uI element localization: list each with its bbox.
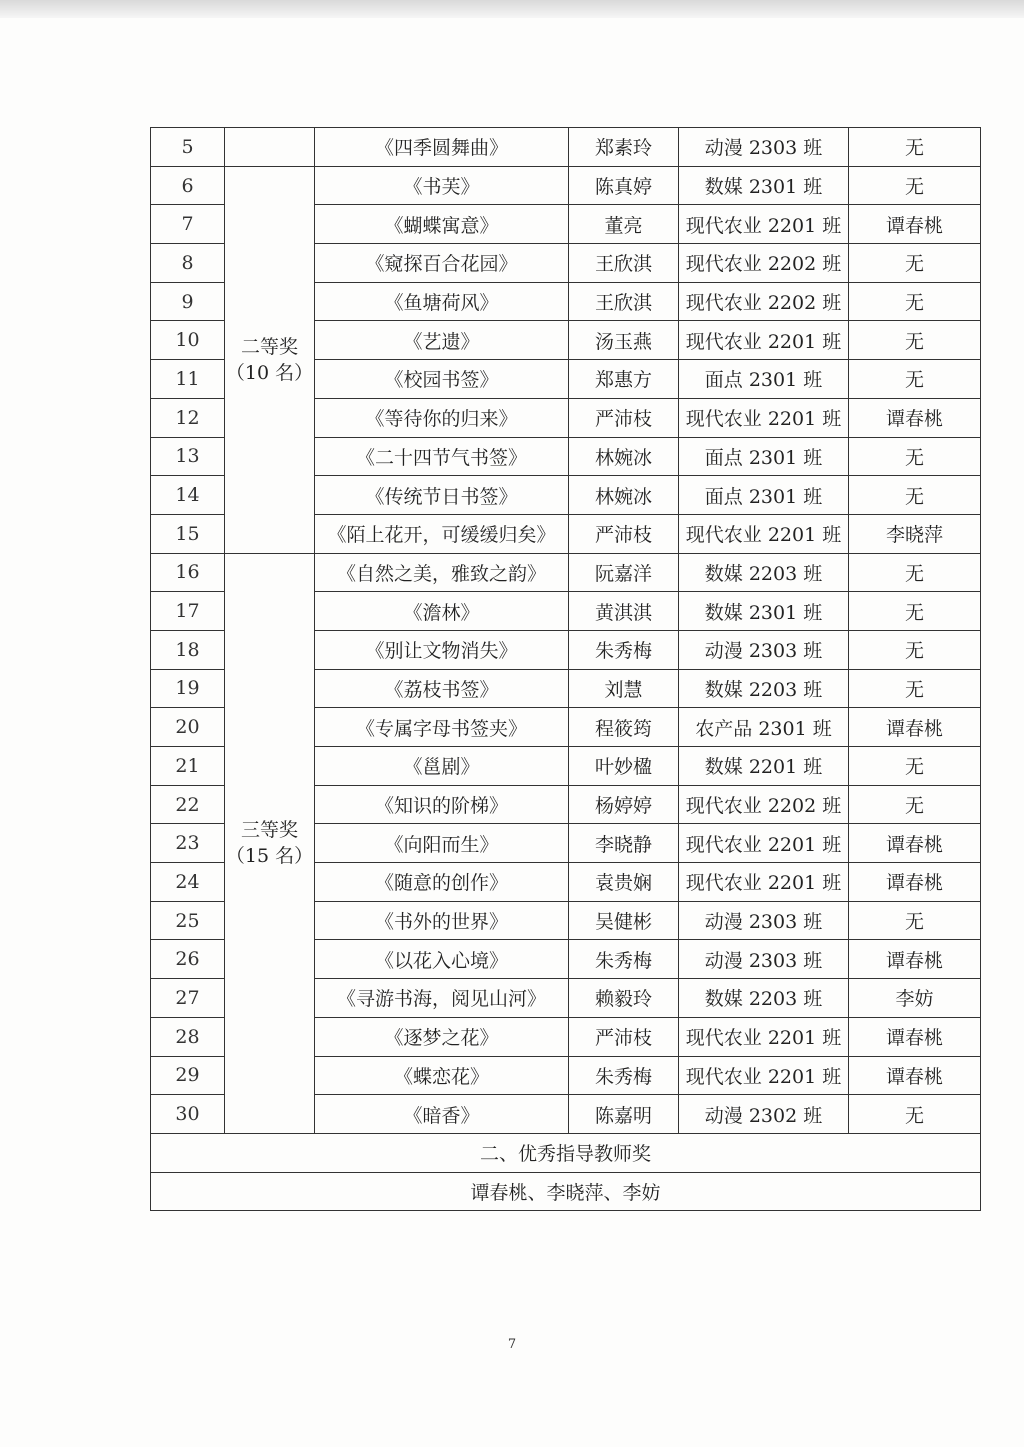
- work-title: 《四季圆舞曲》: [315, 128, 569, 167]
- scan-edge: [0, 0, 1024, 18]
- class-name: 现代农业 2201 班: [679, 1056, 849, 1095]
- class-name: 面点 2301 班: [679, 360, 849, 399]
- row-number: 13: [151, 437, 225, 476]
- class-name: 面点 2301 班: [679, 476, 849, 515]
- author-name: 陈真婷: [569, 166, 679, 205]
- teacher-name: 谭春桃: [849, 863, 981, 902]
- class-name: 数媒 2203 班: [679, 979, 849, 1018]
- teacher-name: 谭春桃: [849, 824, 981, 863]
- class-name: 现代农业 2201 班: [679, 321, 849, 360]
- teacher-name: 李晓萍: [849, 514, 981, 553]
- class-name: 动漫 2303 班: [679, 940, 849, 979]
- class-name: 现代农业 2202 班: [679, 244, 849, 283]
- teacher-name: 无: [849, 747, 981, 786]
- row-number: 8: [151, 244, 225, 283]
- class-name: 动漫 2302 班: [679, 1095, 849, 1134]
- teacher-name: 无: [849, 476, 981, 515]
- author-name: 黄淇淇: [569, 592, 679, 631]
- author-name: 郑素玲: [569, 128, 679, 167]
- author-name: 林婉冰: [569, 476, 679, 515]
- author-name: 董亮: [569, 205, 679, 244]
- work-title: 《鱼塘荷风》: [315, 282, 569, 321]
- work-title: 《向阳而生》: [315, 824, 569, 863]
- work-title: 《以花入心境》: [315, 940, 569, 979]
- work-title: 《传统节日书签》: [315, 476, 569, 515]
- row-number: 25: [151, 901, 225, 940]
- row-number: 11: [151, 360, 225, 399]
- row-number: 10: [151, 321, 225, 360]
- work-title: 《书芙》: [315, 166, 569, 205]
- author-name: 王欣淇: [569, 282, 679, 321]
- work-title: 《等待你的归来》: [315, 398, 569, 437]
- teacher-name: 谭春桃: [849, 1056, 981, 1095]
- author-name: 严沛枝: [569, 398, 679, 437]
- work-title: 《澹林》: [315, 592, 569, 631]
- row-number: 6: [151, 166, 225, 205]
- row-number: 5: [151, 128, 225, 167]
- work-title: 《艺遗》: [315, 321, 569, 360]
- work-title: 《别让文物消失》: [315, 630, 569, 669]
- work-title: 《荔枝书签》: [315, 669, 569, 708]
- teacher-name: 李妨: [849, 979, 981, 1018]
- work-title: 《陌上花开，可缓缓归矣》: [315, 514, 569, 553]
- class-name: 农产品 2301 班: [679, 708, 849, 747]
- award-table: [150, 127, 981, 1211]
- work-title: 《专属字母书签夹》: [315, 708, 569, 747]
- row-number: 29: [151, 1056, 225, 1095]
- teacher-name: 无: [849, 321, 981, 360]
- teacher-name: 无: [849, 437, 981, 476]
- row-number: 28: [151, 1017, 225, 1056]
- author-name: 赖毅玲: [569, 979, 679, 1018]
- page-number: 7: [507, 1337, 517, 1352]
- work-title: 《蝶恋花》: [315, 1056, 569, 1095]
- teacher-name: 谭春桃: [849, 398, 981, 437]
- class-name: 现代农业 2201 班: [679, 824, 849, 863]
- teacher-name: 谭春桃: [849, 1017, 981, 1056]
- award-cell-empty: [225, 128, 315, 167]
- teacher-name: 无: [849, 244, 981, 283]
- teacher-name: 无: [849, 166, 981, 205]
- row-number: 27: [151, 979, 225, 1018]
- work-title: 《二十四节气书签》: [315, 437, 569, 476]
- work-title: 《暗香》: [315, 1095, 569, 1134]
- author-name: 杨婷婷: [569, 785, 679, 824]
- author-name: 林婉冰: [569, 437, 679, 476]
- teacher-name: 无: [849, 901, 981, 940]
- class-name: 动漫 2303 班: [679, 901, 849, 940]
- teacher-name: 无: [849, 282, 981, 321]
- author-name: 刘慧: [569, 669, 679, 708]
- table-row: [151, 553, 981, 592]
- class-name: 动漫 2303 班: [679, 128, 849, 167]
- author-name: 王欣淇: [569, 244, 679, 283]
- class-name: 现代农业 2202 班: [679, 282, 849, 321]
- work-title: 《逐梦之花》: [315, 1017, 569, 1056]
- teacher-list: 谭春桃、李晓萍、李妨: [151, 1172, 981, 1211]
- row-number: 20: [151, 708, 225, 747]
- author-name: 朱秀梅: [569, 940, 679, 979]
- teacher-name: 无: [849, 785, 981, 824]
- author-name: 叶妙楹: [569, 747, 679, 786]
- teacher-name: 无: [849, 360, 981, 399]
- author-name: 严沛枝: [569, 1017, 679, 1056]
- author-name: 朱秀梅: [569, 630, 679, 669]
- row-number: 24: [151, 863, 225, 902]
- row-number: 30: [151, 1095, 225, 1134]
- table-row: [151, 128, 981, 167]
- table-row: [151, 166, 981, 205]
- teacher-name: 谭春桃: [849, 940, 981, 979]
- teacher-name: 无: [849, 553, 981, 592]
- row-number: 15: [151, 514, 225, 553]
- class-name: 动漫 2303 班: [679, 630, 849, 669]
- class-name: 数媒 2203 班: [679, 669, 849, 708]
- author-name: 汤玉燕: [569, 321, 679, 360]
- award-second-count: （10 名）: [225, 361, 314, 384]
- teacher-name: 无: [849, 630, 981, 669]
- row-number: 9: [151, 282, 225, 321]
- work-title: 《窥探百合花园》: [315, 244, 569, 283]
- author-name: 陈嘉明: [569, 1095, 679, 1134]
- class-name: 面点 2301 班: [679, 437, 849, 476]
- row-number: 17: [151, 592, 225, 631]
- author-name: 袁贵娴: [569, 863, 679, 902]
- teacher-name: 无: [849, 128, 981, 167]
- author-name: 郑惠方: [569, 360, 679, 399]
- teachers-row: [151, 1172, 981, 1211]
- row-number: 12: [151, 398, 225, 437]
- award-third-name: 三等奖: [240, 819, 298, 842]
- row-number: 21: [151, 747, 225, 786]
- award-third-count: （15 名）: [225, 845, 314, 868]
- work-title: 《蝴蝶寓意》: [315, 205, 569, 244]
- author-name: 严沛枝: [569, 514, 679, 553]
- class-name: 数媒 2301 班: [679, 592, 849, 631]
- work-title: 《书外的世界》: [315, 901, 569, 940]
- class-name: 现代农业 2201 班: [679, 863, 849, 902]
- section-header-row: [151, 1133, 981, 1172]
- class-name: 现代农业 2201 班: [679, 1017, 849, 1056]
- class-name: 现代农业 2201 班: [679, 514, 849, 553]
- work-title: 《邕剧》: [315, 747, 569, 786]
- row-number: 22: [151, 785, 225, 824]
- teacher-name: 谭春桃: [849, 708, 981, 747]
- class-name: 数媒 2201 班: [679, 747, 849, 786]
- row-number: 7: [151, 205, 225, 244]
- work-title: 《自然之美，雅致之韵》: [315, 553, 569, 592]
- author-name: 朱秀梅: [569, 1056, 679, 1095]
- work-title: 《校园书签》: [315, 360, 569, 399]
- row-number: 18: [151, 630, 225, 669]
- class-name: 数媒 2301 班: [679, 166, 849, 205]
- work-title: 《知识的阶梯》: [315, 785, 569, 824]
- row-number: 23: [151, 824, 225, 863]
- award-second-name: 二等奖: [240, 335, 298, 358]
- row-number: 19: [151, 669, 225, 708]
- row-number: 14: [151, 476, 225, 515]
- author-name: 李晓静: [569, 824, 679, 863]
- work-title: 《随意的创作》: [315, 863, 569, 902]
- class-name: 现代农业 2202 班: [679, 785, 849, 824]
- teacher-name: 无: [849, 592, 981, 631]
- class-name: 现代农业 2201 班: [679, 205, 849, 244]
- section-title: 二、优秀指导教师奖: [151, 1133, 981, 1172]
- work-title: 《寻游书海，阅见山河》: [315, 979, 569, 1018]
- row-number: 16: [151, 553, 225, 592]
- teacher-name: 谭春桃: [849, 205, 981, 244]
- author-name: 程筱筠: [569, 708, 679, 747]
- author-name: 阮嘉洋: [569, 553, 679, 592]
- row-number: 26: [151, 940, 225, 979]
- teacher-name: 无: [849, 669, 981, 708]
- author-name: 吴健彬: [569, 901, 679, 940]
- award-third-cell: [225, 553, 315, 1133]
- teacher-name: 无: [849, 1095, 981, 1134]
- award-second-cell: [225, 166, 315, 553]
- class-name: 数媒 2203 班: [679, 553, 849, 592]
- class-name: 现代农业 2201 班: [679, 398, 849, 437]
